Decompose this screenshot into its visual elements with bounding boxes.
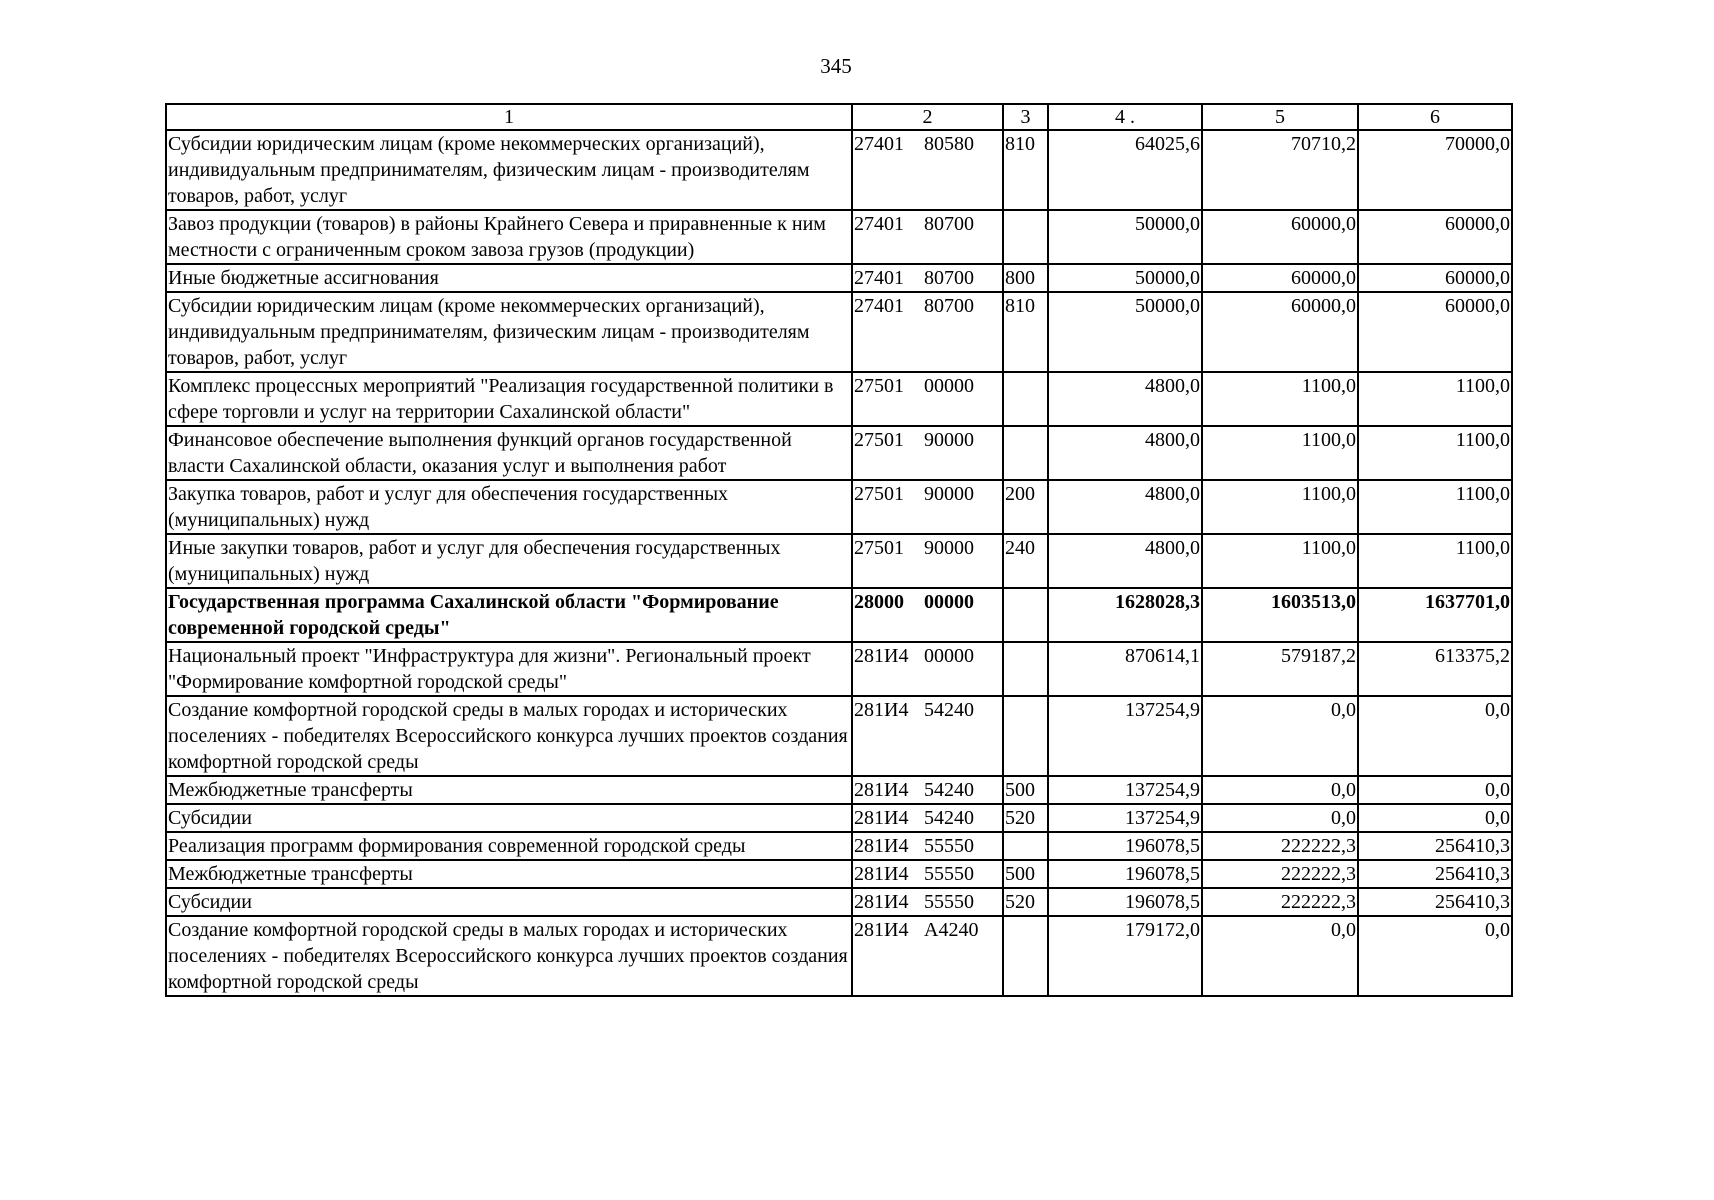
row-value-col5: 60000,0 [1202,292,1358,372]
table-row [166,888,1512,916]
code-program: 27401 [854,295,904,317]
table-row [166,372,1512,426]
row-value-col6: 1100,0 [1358,534,1512,588]
table-row [166,426,1512,480]
row-expense-type [1003,642,1048,696]
row-value-col6: 0,0 [1358,804,1512,832]
row-code [852,588,1003,642]
table-row [166,832,1512,860]
row-expense-type: 500 [1003,776,1048,804]
row-code [852,480,1003,534]
row-name: Завоз продукции (товаров) в районы Крайнего Севера и приравненные к ним местности с ограниченным сроком завоза грузов (продукции) [166,210,852,264]
row-expense-type: 520 [1003,804,1048,832]
row-name: Межбюджетные трансферты [166,860,852,888]
row-expense-type [1003,372,1048,426]
row-value-col4: 137254,9 [1048,696,1202,776]
row-value-col4: 1628028,3 [1048,588,1202,642]
code-direction: 54240 [924,807,974,829]
code-program: 27401 [854,133,904,155]
code-direction: 00000 [924,591,974,613]
row-code [852,426,1003,480]
row-name: Реализация программ формирования современной городской среды [166,832,852,860]
row-value-col6: 60000,0 [1358,264,1512,292]
header-col-4: 4 . [1048,104,1202,130]
table-row [166,642,1512,696]
row-value-col4: 179172,0 [1048,916,1202,996]
row-code [852,916,1003,996]
header-col-6: 6 [1358,104,1512,130]
page-number: 345 [820,54,852,78]
row-value-col6: 256410,3 [1358,860,1512,888]
code-program: 281И4 [854,807,909,829]
row-value-col5: 1603513,0 [1202,588,1358,642]
row-code [852,860,1003,888]
row-name: Субсидии юридическим лицам (кроме некоммерческих организаций), индивидуальным предпринимателям, физическим лицам - производителям товаров, работ, услуг [166,130,852,210]
table-row [166,804,1512,832]
row-code [852,642,1003,696]
row-value-col4: 196078,5 [1048,888,1202,916]
row-value-col4: 4800,0 [1048,372,1202,426]
row-value-col5: 0,0 [1202,696,1358,776]
table-row [166,210,1512,264]
row-expense-type [1003,426,1048,480]
row-value-col5: 0,0 [1202,776,1358,804]
header-col-2: 2 [852,104,1003,130]
row-value-col6: 1100,0 [1358,480,1512,534]
code-direction: 55550 [924,891,974,913]
row-value-col5: 70710,2 [1202,130,1358,210]
code-program: 27501 [854,537,904,559]
row-name: Создание комфортной городской среды в малых городах и исторических поселениях - победителях Всероссийского конкурса лучших проектов создания комфортной городской среды [166,696,852,776]
row-value-col6: 60000,0 [1358,292,1512,372]
code-direction: 90000 [924,429,974,451]
row-expense-type: 500 [1003,860,1048,888]
budget-table [165,103,1513,997]
code-program: 281И4 [854,919,909,941]
row-code [852,292,1003,372]
row-name: Иные закупки товаров, работ и услуг для обеспечения государственных (муниципальных) нужд [166,534,852,588]
code-direction: 54240 [924,779,974,801]
row-value-col5: 222222,3 [1202,888,1358,916]
row-value-col6: 70000,0 [1358,130,1512,210]
code-direction: 00000 [924,375,974,397]
row-value-col4: 196078,5 [1048,832,1202,860]
row-value-col4: 4800,0 [1048,426,1202,480]
row-value-col6: 0,0 [1358,776,1512,804]
code-direction: А4240 [924,919,979,941]
code-program: 281И4 [854,835,909,857]
code-program: 27501 [854,429,904,451]
table-body [166,130,1512,996]
row-value-col6: 613375,2 [1358,642,1512,696]
row-value-col4: 50000,0 [1048,292,1202,372]
row-value-col6: 256410,3 [1358,832,1512,860]
row-code [852,264,1003,292]
row-code [852,534,1003,588]
table-row [166,916,1512,996]
row-value-col5: 222222,3 [1202,860,1358,888]
row-value-col4: 4800,0 [1048,534,1202,588]
row-value-col5: 1100,0 [1202,534,1358,588]
code-program: 281И4 [854,779,909,801]
row-value-col4: 50000,0 [1048,210,1202,264]
row-value-col4: 50000,0 [1048,264,1202,292]
row-value-col4: 64025,6 [1048,130,1202,210]
row-value-col4: 137254,9 [1048,776,1202,804]
row-expense-type: 810 [1003,130,1048,210]
code-program: 281И4 [854,863,909,885]
row-expense-type [1003,916,1048,996]
row-code [852,888,1003,916]
row-value-col6: 1100,0 [1358,426,1512,480]
code-direction: 55550 [924,863,974,885]
row-value-col6: 1637701,0 [1358,588,1512,642]
table-row [166,588,1512,642]
code-program: 28000 [854,591,904,613]
row-name: Субсидии [166,888,852,916]
row-value-col6: 0,0 [1358,916,1512,996]
code-direction: 80700 [924,295,974,317]
row-expense-type: 240 [1003,534,1048,588]
row-name: Создание комфортной городской среды в малых городах и исторических поселениях - победителях Всероссийского конкурса лучших проектов создания комфортной городской среды [166,916,852,996]
row-value-col5: 60000,0 [1202,210,1358,264]
header-col-5: 5 [1202,104,1358,130]
code-program: 27401 [854,267,904,289]
code-direction: 90000 [924,483,974,505]
code-direction: 80700 [924,267,974,289]
row-value-col6: 60000,0 [1358,210,1512,264]
table-row [166,292,1512,372]
row-expense-type [1003,696,1048,776]
row-code [852,696,1003,776]
row-name: Субсидии юридическим лицам (кроме некоммерческих организаций), индивидуальным предпринимателям, физическим лицам - производителям товаров, работ, услуг [166,292,852,372]
row-name: Комплекс процессных мероприятий "Реализация государственной политики в сфере торговли и услуг на территории Сахалинской области" [166,372,852,426]
code-program: 281И4 [854,891,909,913]
code-direction: 80700 [924,213,974,235]
row-code [852,832,1003,860]
table-row [166,480,1512,534]
table-row [166,534,1512,588]
table-row [166,860,1512,888]
row-value-col6: 256410,3 [1358,888,1512,916]
code-direction: 80580 [924,133,974,155]
row-value-col6: 0,0 [1358,696,1512,776]
row-value-col5: 579187,2 [1202,642,1358,696]
row-name: Финансовое обеспечение выполнения функций органов государственной власти Сахалинской области, оказания услуг и выполнения работ [166,426,852,480]
row-value-col4: 137254,9 [1048,804,1202,832]
row-expense-type: 520 [1003,888,1048,916]
row-expense-type [1003,210,1048,264]
row-value-col5: 60000,0 [1202,264,1358,292]
table-row [166,130,1512,210]
code-direction: 54240 [924,699,974,721]
code-program: 27501 [854,483,904,505]
row-code [852,776,1003,804]
table-row [166,776,1512,804]
row-value-col5: 1100,0 [1202,426,1358,480]
row-code [852,372,1003,426]
row-value-col5: 0,0 [1202,804,1358,832]
table-row [166,264,1512,292]
code-program: 27401 [854,213,904,235]
row-name: Субсидии [166,804,852,832]
header-col-3: 3 [1003,104,1048,130]
row-name: Закупка товаров, работ и услуг для обеспечения государственных (муниципальных) нужд [166,480,852,534]
row-value-col4: 870614,1 [1048,642,1202,696]
row-name: Иные бюджетные ассигнования [166,264,852,292]
code-program: 281И4 [854,645,909,667]
row-expense-type: 800 [1003,264,1048,292]
row-code [852,804,1003,832]
row-value-col6: 1100,0 [1358,372,1512,426]
row-expense-type: 200 [1003,480,1048,534]
row-name: Национальный проект "Инфраструктура для жизни". Региональный проект "Формирование комфортной городской среды" [166,642,852,696]
code-program: 281И4 [854,699,909,721]
row-name: Межбюджетные трансферты [166,776,852,804]
code-direction: 90000 [924,537,974,559]
code-direction: 00000 [924,645,974,667]
header-col-1: 1 [166,104,852,130]
code-program: 27501 [854,375,904,397]
table-row [166,696,1512,776]
row-expense-type [1003,588,1048,642]
row-expense-type: 810 [1003,292,1048,372]
row-value-col5: 1100,0 [1202,372,1358,426]
row-name: Государственная программа Сахалинской области "Формирование современной городской среды" [166,588,852,642]
row-value-col4: 196078,5 [1048,860,1202,888]
row-value-col5: 1100,0 [1202,480,1358,534]
row-value-col5: 0,0 [1202,916,1358,996]
row-code [852,130,1003,210]
table-header-row [166,104,1512,130]
row-expense-type [1003,832,1048,860]
row-value-col5: 222222,3 [1202,832,1358,860]
row-value-col4: 4800,0 [1048,480,1202,534]
row-code [852,210,1003,264]
code-direction: 55550 [924,835,974,857]
